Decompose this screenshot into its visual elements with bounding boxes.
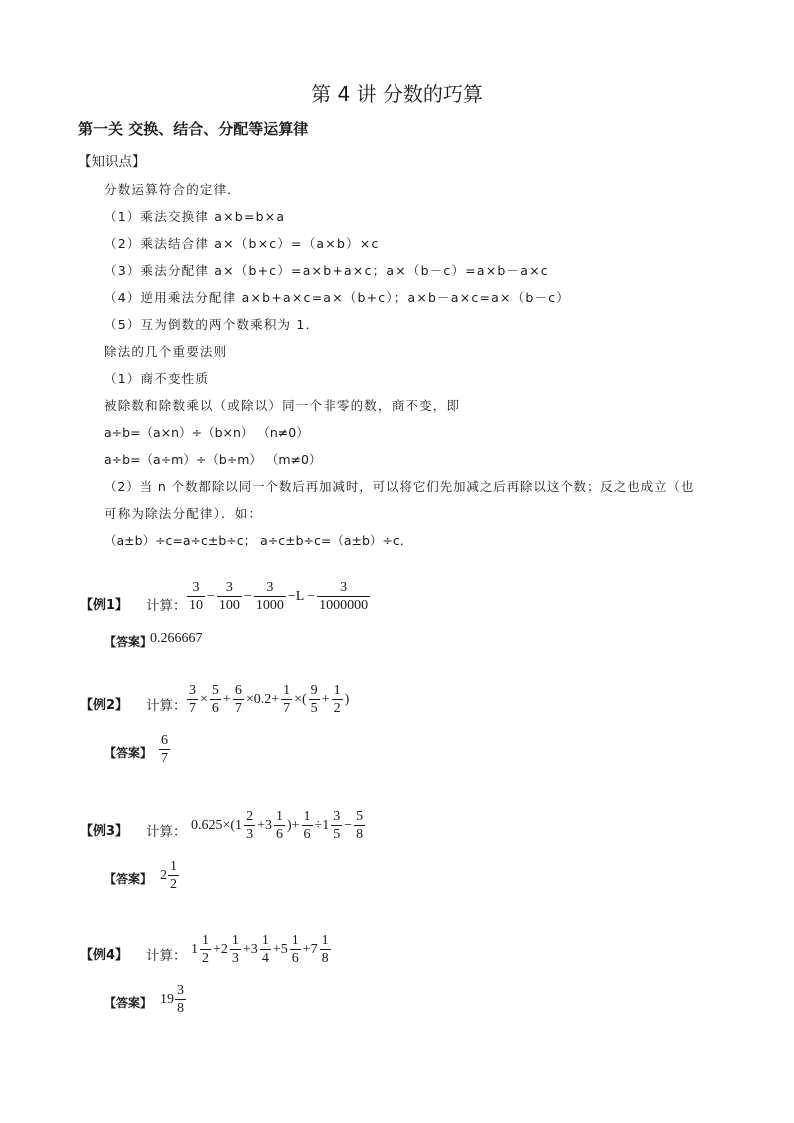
fraction: $\frac{1}{6}$	[303, 809, 311, 842]
fraction: $\frac{3}{1000}$	[255, 580, 284, 613]
fraction: $\frac{6}{7}$	[161, 733, 168, 766]
example-2-answer-label: 【答案】	[104, 746, 153, 760]
rule-line-4: （3）乘法分配律 a×（b+c）=a×b+a×c；a×（b－c）=a×b－a×c	[104, 263, 549, 278]
knowledge-label: 【知识点】	[78, 154, 146, 170]
example-1-answer: 0.266667	[150, 631, 203, 646]
example-1-answer-label: 【答案】	[104, 635, 153, 649]
example-4-answer: 19 $\frac{3}{8}$	[160, 983, 184, 1016]
fraction: $\frac{3}{8}$	[177, 983, 184, 1016]
fraction: $\frac{1}{3}$	[231, 933, 239, 966]
fraction: $\frac{9}{5}$	[310, 683, 318, 716]
fraction: $\frac{1}{2}$	[333, 683, 341, 716]
fraction: $\frac{3}{7}$	[189, 683, 196, 716]
section-heading: 第一关 交换、结合、分配等运算律	[78, 120, 309, 138]
rule-line-10: a÷b=（a×n）÷（b×n） （n≠0）	[104, 425, 309, 440]
fraction: $\frac{1}{4}$	[261, 933, 269, 966]
example-2-prompt: 计算：	[146, 698, 187, 714]
example-2-expression: $\frac{3}{7}$ × $\frac{5}{6}$ + $\frac{6}{7}$ ×0.2+ $\frac{1}{7}$ ×( $\frac{9}{5}$ + $\frac{1}{2}$ )	[189, 683, 350, 716]
example-4-answer-label: 【答案】	[104, 996, 153, 1010]
rule-line-8: （1）商不变性质	[104, 371, 210, 386]
fraction: $\frac{3}{1000000}$	[319, 580, 369, 613]
fraction: $\frac{1}{2}$	[170, 859, 177, 892]
example-3-answer-label: 【答案】	[104, 872, 153, 886]
example-3-label: 【例3】	[80, 824, 129, 839]
example-1-prompt: 计算：	[146, 598, 187, 614]
rule-line-9: 被除数和除数乘以（或除以）同一个非零的数，商不变，即	[104, 398, 461, 413]
example-1-label: 【例1】	[80, 598, 129, 613]
fraction: $\frac{2}{3}$	[246, 809, 254, 842]
fraction: $\frac{1}{8}$	[321, 933, 329, 966]
fraction: $\frac{3}{10}$	[189, 580, 203, 613]
example-4-label: 【例4】	[80, 948, 129, 963]
fraction: $\frac{1}{2}$	[202, 933, 209, 966]
rule-line-12: （2）当 n 个数都除以同一个数后再加减时，可以将它们先加减之后再除以这个数；反之也成立（也	[104, 479, 695, 494]
fraction: $\frac{1}{6}$	[275, 809, 283, 842]
example-2-label: 【例2】	[80, 698, 129, 713]
rule-line-6: （5）互为倒数的两个数乘积为 1．	[104, 317, 320, 332]
rule-line-1: 分数运算符合的定律．	[104, 182, 242, 197]
page-title: 第 4 讲 分数的巧算	[311, 82, 483, 106]
fraction: $\frac{3}{5}$	[333, 809, 341, 842]
example-3-prompt: 计算：	[146, 824, 187, 840]
example-4-expression: 1 $\frac{1}{2}$ +2 $\frac{1}{3}$ +3 $\frac{1}{4}$ +5 $\frac{1}{6}$ +7 $\frac{1}{8}$	[191, 933, 329, 966]
rule-line-13: 可称为除法分配律）．如：	[104, 506, 263, 521]
rule-line-5: （4）逆用乘法分配律 a×b+a×c=a×（b+c）；a×b－a×c=a×（b－c）	[104, 290, 571, 305]
fraction: $\frac{6}{7}$	[234, 683, 242, 716]
rule-line-7: 除法的几个重要法则	[104, 344, 228, 359]
fraction: $\frac{1}{6}$	[291, 933, 299, 966]
example-3-answer: 2 $\frac{1}{2}$	[160, 859, 177, 892]
rule-line-2: （1）乘法交换律 a×b=b×a	[104, 209, 286, 224]
example-1-expression: $\frac{3}{10}$ − $\frac{3}{100}$ − $\frac{3}{1000}$ −L − $\frac{3}{1000000}$	[189, 580, 369, 613]
rule-line-3: （2）乘法结合律 a×（b×c）=（a×b）×c	[104, 236, 380, 251]
fraction: $\frac{1}{7}$	[283, 683, 291, 716]
fraction: $\frac{3}{100}$	[218, 580, 240, 613]
example-2-answer	[158, 733, 171, 766]
fraction: $\frac{5}{6}$	[211, 683, 219, 716]
example-3-expression: 0.625×(1 $\frac{2}{3}$ +3 $\frac{1}{6}$ )+ $\frac{1}{6}$ ÷1 $\frac{3}{5}$ − $\frac{5}{8}$	[191, 809, 364, 842]
example-4-prompt: 计算：	[146, 948, 187, 964]
fraction: $\frac{5}{8}$	[356, 809, 364, 842]
rule-line-11: a÷b=（a÷m）÷（b÷m） （m≠0）	[104, 452, 322, 467]
rule-line-14: （a±b）÷c=a÷c±b÷c； a÷c±b÷c=（a±b）÷c．	[104, 533, 413, 548]
